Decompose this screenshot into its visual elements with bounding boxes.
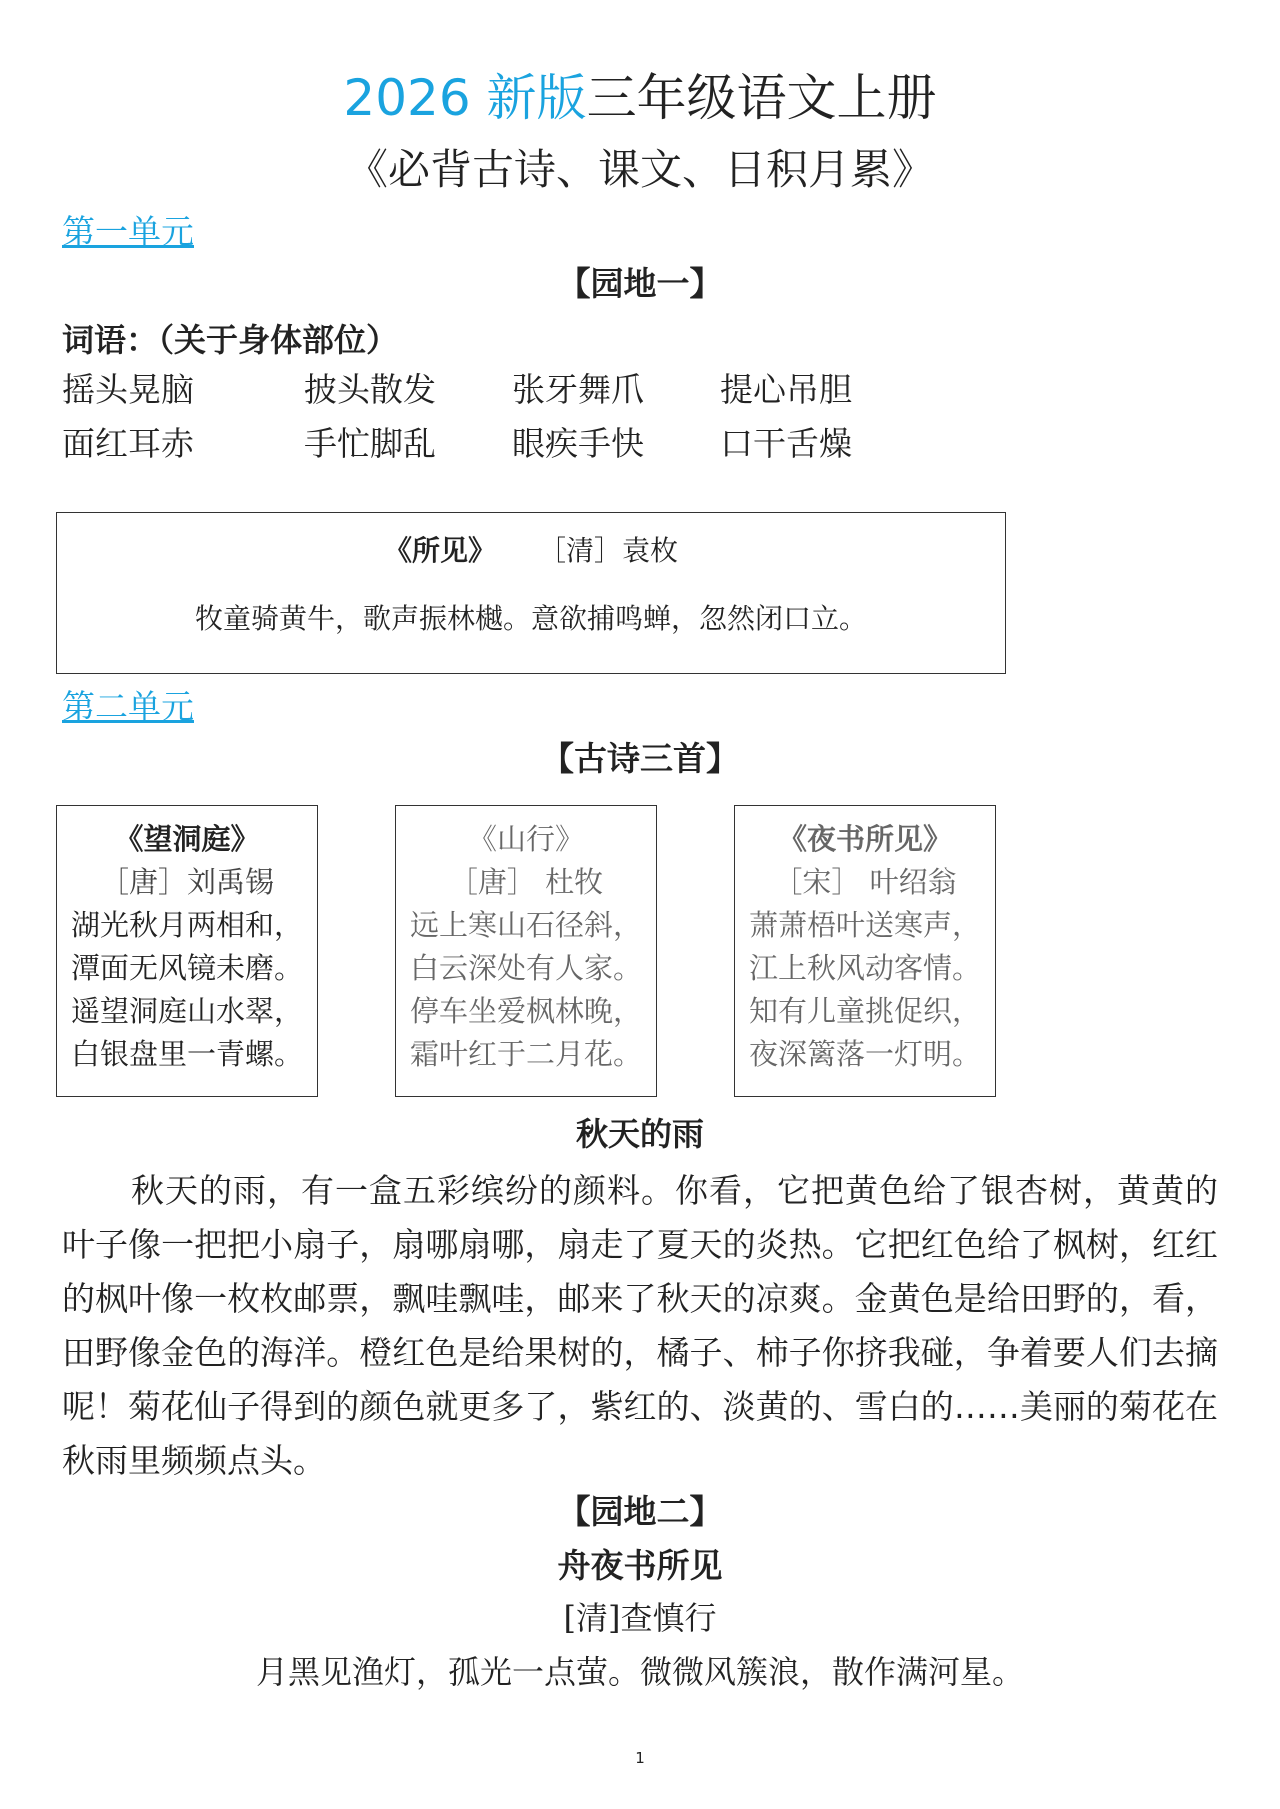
poem-line: 夜深篱落一灯明。 <box>748 1037 981 1071</box>
vocab-row <box>62 422 962 476</box>
poem-box-suojian <box>56 512 1006 674</box>
garden2-poem-text: 月黑见渔灯，孤光一点萤。微微风簇浪，散作满河星。 <box>255 1653 1024 1691</box>
poem-line: 停车坐爱枫林晚， <box>409 994 642 1028</box>
vocab-word: 披头散发 <box>304 370 436 409</box>
poem-card <box>56 805 318 1097</box>
poem-card-title: 《望洞庭》 <box>114 822 260 856</box>
prose-title: 秋天的雨 <box>575 1115 704 1153</box>
poem-author: ［清］袁枚 <box>552 534 679 567</box>
poem-line: 萧萧梧叶送寒声， <box>748 908 981 942</box>
page-subtitle: 《必背古诗、课文、日积月累》 <box>345 145 934 194</box>
poem-card-author: ［唐］刘禹锡 <box>99 865 274 899</box>
title-main: 三年级语文上册 <box>586 69 937 127</box>
vocab-word: 摇头晃脑 <box>62 370 194 409</box>
poem-title: 《所见》 <box>383 534 496 567</box>
garden2-poem-author: [清]查慎行 <box>563 1599 717 1637</box>
vocab-word: 手忙脚乱 <box>304 424 436 463</box>
poem-card-author: ［唐］ 杜牧 <box>448 865 604 899</box>
title-accent: 2026 新版 <box>343 69 587 127</box>
poem-line: 白银盘里一青螺。 <box>70 1037 303 1071</box>
poem-card <box>734 805 996 1097</box>
poem-line: 潭面无风镜未磨。 <box>70 951 303 985</box>
poem-card-author: ［宋］ 叶绍翁 <box>773 865 957 899</box>
garden2-title: 【园地二】 <box>557 1492 723 1531</box>
unit2-link[interactable]: 第二单元 <box>62 687 194 726</box>
vocab-word: 面红耳赤 <box>62 424 194 463</box>
prose-text: 秋天的雨，有一盒五彩缤纷的颜料。你看，它把黄色给了银杏树，黄黄的叶子像一把把小扇子，扇哪扇哪，扇走了夏天的炎热。它把红色给了枫树，红红的枫叶像一枚枚邮票，飘哇飘哇，邮来了秋天的凉爽。金黄色是给田野的，看，田野像金色的海洋。橙红色是给果树的，橘子、柿子你挤我碰，争着要人们去摘呢！菊花仙子得到的颜色就更多了，紫红的、淡黄的、雪白的……美丽的菊花在秋雨里频频点头。 <box>62 1171 1218 1480</box>
vocab-grid <box>62 368 962 476</box>
prose-paragraph <box>62 1164 1218 1488</box>
vocab-word: 提心吊胆 <box>720 370 852 409</box>
poem-card-title: 《山行》 <box>467 822 584 856</box>
vocab-word: 眼疾手快 <box>512 424 644 463</box>
vocab-word: 口干舌燥 <box>720 424 852 463</box>
unit1-section-title: 【园地一】 <box>557 264 723 303</box>
poem-line: 湖光秋月两相和， <box>70 908 303 942</box>
poem-line: 白云深处有人家。 <box>409 951 642 985</box>
vocab-row <box>62 368 962 422</box>
poem-header <box>57 531 1005 571</box>
poem-text: 牧童骑黄牛，歌声振林樾。意欲捕鸣蝉，忽然闭口立。 <box>194 602 867 635</box>
page-title <box>0 66 1280 130</box>
poem-line: 远上寒山石径斜， <box>409 908 642 942</box>
page-number: 1 <box>635 1749 645 1767</box>
poem-line: 江上秋风动客情。 <box>748 951 981 985</box>
poem-card <box>395 805 657 1097</box>
poem-card-title: 《夜书所见》 <box>777 822 952 856</box>
poem-line: 遥望洞庭山水翠， <box>70 994 303 1028</box>
vocab-label: 词语：（关于身体部位） <box>62 321 399 359</box>
poem-line: 知有儿童挑促织， <box>748 994 981 1028</box>
vocab-word: 张牙舞爪 <box>512 370 644 409</box>
garden2-poem-title: 舟夜书所见 <box>557 1546 723 1585</box>
poem-line: 霜叶红于二月花。 <box>409 1037 642 1071</box>
unit2-section-title: 【古诗三首】 <box>541 739 739 778</box>
unit1-link[interactable]: 第一单元 <box>62 212 194 251</box>
